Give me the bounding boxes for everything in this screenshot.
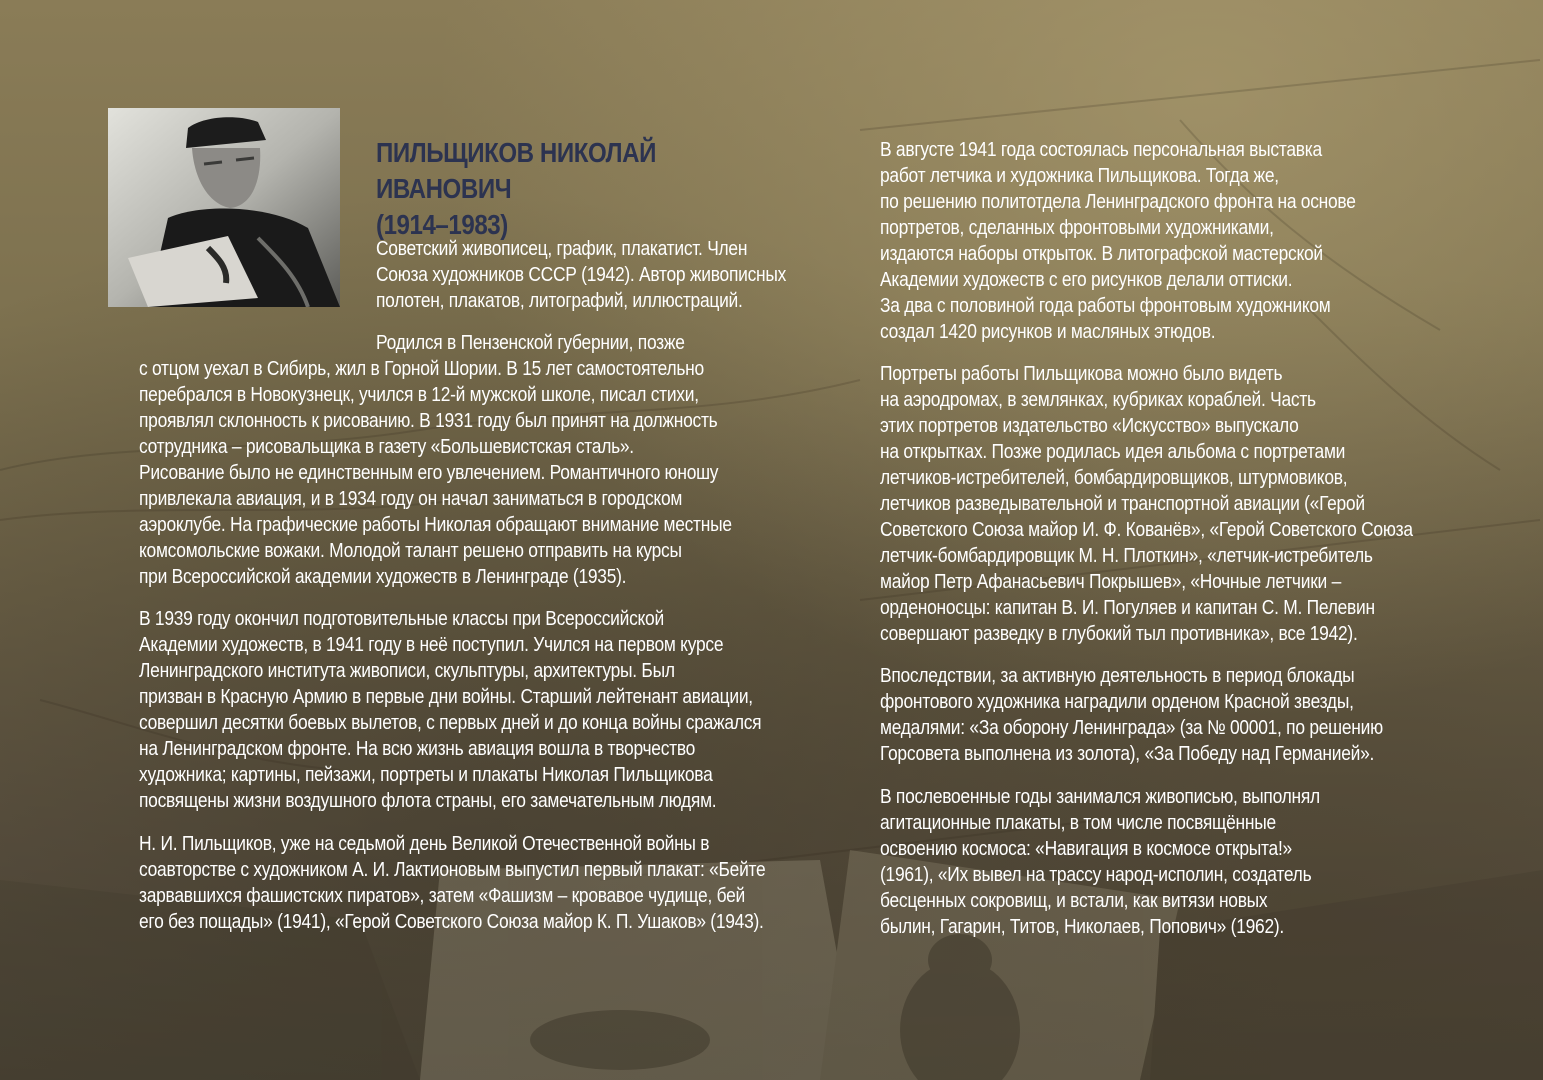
text-line: агитационные плакаты, в том числе посвящённые [880,812,1276,834]
text-line: фронтового художника наградили орденом Красной звезды, [880,691,1354,713]
text-line: художника; картины, пейзажи, портреты и плакаты Николая Пильщикова [139,764,713,786]
text-line: Н. И. Пильщиков, уже на седьмой день Великой Отечественной войны в [139,833,710,855]
text-line: создал 1420 рисунков и масляных этюдов. [880,321,1216,343]
intro-paragraph [376,236,847,314]
text-line: летчик-бомбардировщик М. Н. Плоткин», «летчик-истребитель [880,545,1373,567]
text-line: Рисование было не единственным его увлечением. Романтичного юношу [139,462,719,484]
text-line: летчиков разведывательной и транспортной авиации («Герой [880,493,1365,515]
text-line: Портреты работы Пильщикова можно было видеть [880,363,1283,385]
text-line: (1961), «Их вывел на трассу народ-исполин, создатель [880,864,1312,886]
text-line: проявлял склонность к рисованию. В 1931 году был принят на должность [139,410,718,432]
text-line: летчиков-истребителей, бомбардировщиков, штурмовиков, [880,467,1348,489]
text-line: сотрудника – рисовальщика в газету «Большевистская сталь». [139,436,634,458]
text-line: освоению космоса: «Навигация в космосе открыта!» [880,838,1292,860]
text-line: Союза художников СССР (1942). Автор живописных [376,264,787,286]
text-line: привлекала авиация, и в 1934 году он начал заниматься в городском [139,488,683,510]
portrait-photo [108,108,340,307]
text-line: аэроклубе. На графические работы Николая обращают внимание местные [139,514,732,536]
text-line: орденоносцы: капитан В. И. Погуляев и капитан С. М. Пелевин [880,597,1375,619]
text-line: зарвавшихся фашистских пиратов», затем «Фашизм – кровавое чудище, бей [139,885,745,907]
text-line: Советского Союза майор И. Ф. Кованёв», «Герой Советского Союза [880,519,1413,541]
text-line: За два с половиной года работы фронтовым художником [880,295,1331,317]
text-line: призван в Красную Армию в первые дни войны. Старший лейтенант авиации, [139,686,753,708]
text-line: Академии художеств, в 1941 году в неё поступил. Учился на первом курсе [139,634,724,656]
text-line: Родился в Пензенской губернии, позже [376,332,685,354]
biography-paragraph-1 [139,330,820,590]
text-line: по решению политотдела Ленинградского фронта на основе [880,191,1356,213]
biography-paragraph-3 [139,831,859,935]
text-line: портретов, сделанных фронтовыми художниками, [880,217,1274,239]
text-line: майор Петр Афанасьевич Покрышев», «Ночные летчики – [880,571,1342,593]
right-paragraph-3 [880,663,1458,767]
text-line: Академии художеств с его рисунков делали оттиски. [880,269,1293,291]
text-line: на Ленинградском фронте. На всю жизнь авиация вошла в творчество [139,738,696,760]
text-line: этих портретов издательство «Искусство» выпускало [880,415,1299,437]
text-line: былин, Гагарин, Титов, Николаев, Попович» (1962). [880,916,1284,938]
text-line: при Всероссийской академии художеств в Ленинграде (1935). [139,566,627,588]
text-line: В августе 1941 года состоялась персональная выставка [880,139,1322,161]
text-line: Ленинградского института живописи, скульптуры, архитектуры. Был [139,660,675,682]
text-line: совершил десятки боевых вылетов, с первых дней и до конца войны сражался [139,712,762,734]
text-line: с отцом уехал в Сибирь, жил в Горной Шории. В 15 лет самостоятельно [139,358,704,380]
text-line: Горсовета выполнена из золота), «За Победу над Германией». [880,743,1375,765]
portrait-image [108,108,340,307]
text-line: на открытках. Позже родилась идея альбома с портретами [880,441,1346,463]
page-title [376,135,780,243]
text-line: совершают разведку в глубокий тыл противника», все 1942). [880,623,1358,645]
text-line: посвящены жизни воздушного флота страны, его замечательным людям. [139,790,717,812]
biography-paragraph-2 [139,606,854,814]
text-line: В 1939 году окончил подготовительные классы при Всероссийской [139,608,664,630]
text-line: Советский живописец, график, плакатист. Член [376,238,748,260]
text-line: работ летчика и художника Пильщикова. Тогда же, [880,165,1279,187]
artist-name: ПИЛЬЩИКОВ НИКОЛАЙ ИВАНОВИЧ [376,137,656,204]
text-line: перебрался в Новокузнецк, учился в 12-й мужской школе, писал стихи, [139,384,699,406]
text-line: медалями: «За оборону Ленинграда» (за № 00001, по решению [880,717,1383,739]
text-line: комсомольские вожаки. Молодой талант решено отправить на курсы [139,540,682,562]
right-paragraph-4 [880,784,1386,940]
text-line: полотен, плакатов, литографий, иллюстраций. [376,290,743,312]
text-line: В послевоенные годы занимался живописью, выполнял [880,786,1320,808]
text-line: его без пощады» (1941), «Герой Советского Союза майор К. П. Ушаков» (1943). [139,911,764,933]
text-line: на аэродромах, в землянках, кубриках кораблей. Часть [880,389,1316,411]
right-paragraph-1 [880,137,1427,345]
text-line: бесценных сокровищ, и встали, как витязи новых [880,890,1268,912]
text-line: издаются наборы открыток. В литографской мастерской [880,243,1323,265]
text-line: соавторстве с художником А. И. Лактионовым выпустил первый плакат: «Бейте [139,859,766,881]
right-paragraph-2 [880,361,1492,647]
artist-years: (1914–1983) [376,209,508,240]
text-line: Впоследствии, за активную деятельность в период блокады [880,665,1355,687]
